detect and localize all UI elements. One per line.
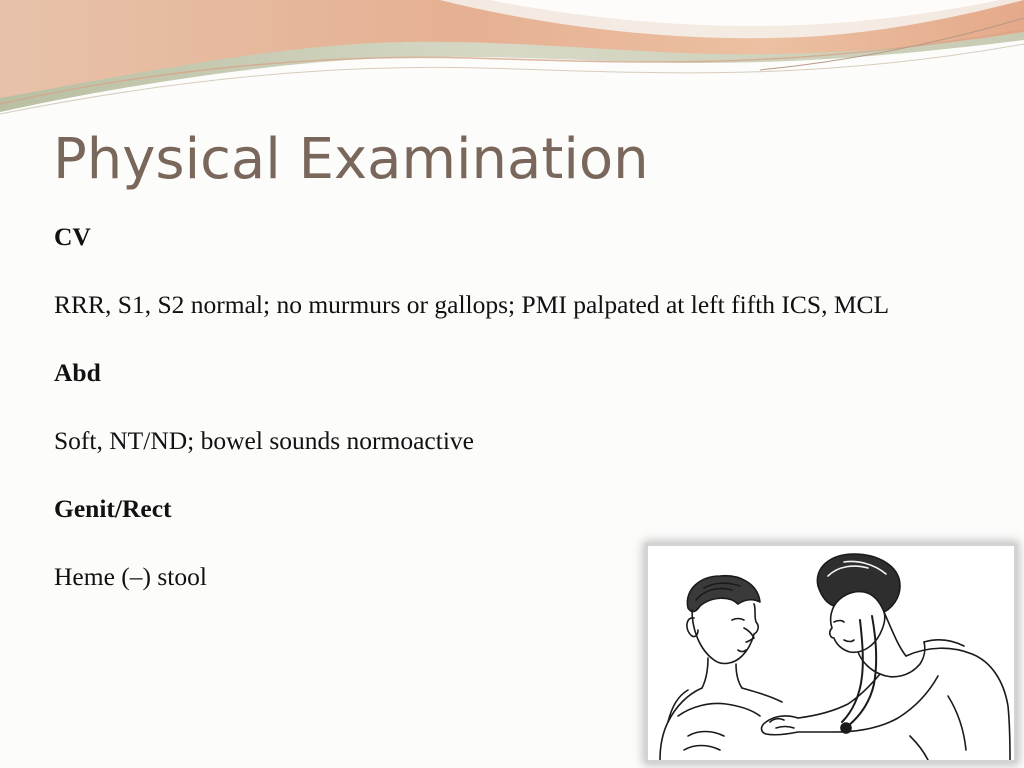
section-text-genit-rect: Heme (–) stool bbox=[54, 562, 207, 591]
section-text-cv: RRR, S1, S2 normal; no murmurs or gallops; PMI palpated at left fifth ICS, MCL bbox=[54, 290, 890, 319]
doctor-examination-illustration bbox=[648, 546, 1014, 760]
header-wave-decoration bbox=[0, 0, 1024, 120]
slide-body bbox=[54, 220, 964, 594]
section-heading-abd: Abd bbox=[54, 358, 101, 387]
section-text-abd: Soft, NT/ND; bowel sounds normoactive bbox=[54, 426, 474, 455]
doctor-stethoscope-icon bbox=[648, 546, 1014, 760]
slide-title: Physical Examination bbox=[53, 127, 649, 192]
section-heading-genit-rect: Genit/Rect bbox=[54, 494, 172, 523]
section-heading-cv: CV bbox=[54, 222, 91, 251]
